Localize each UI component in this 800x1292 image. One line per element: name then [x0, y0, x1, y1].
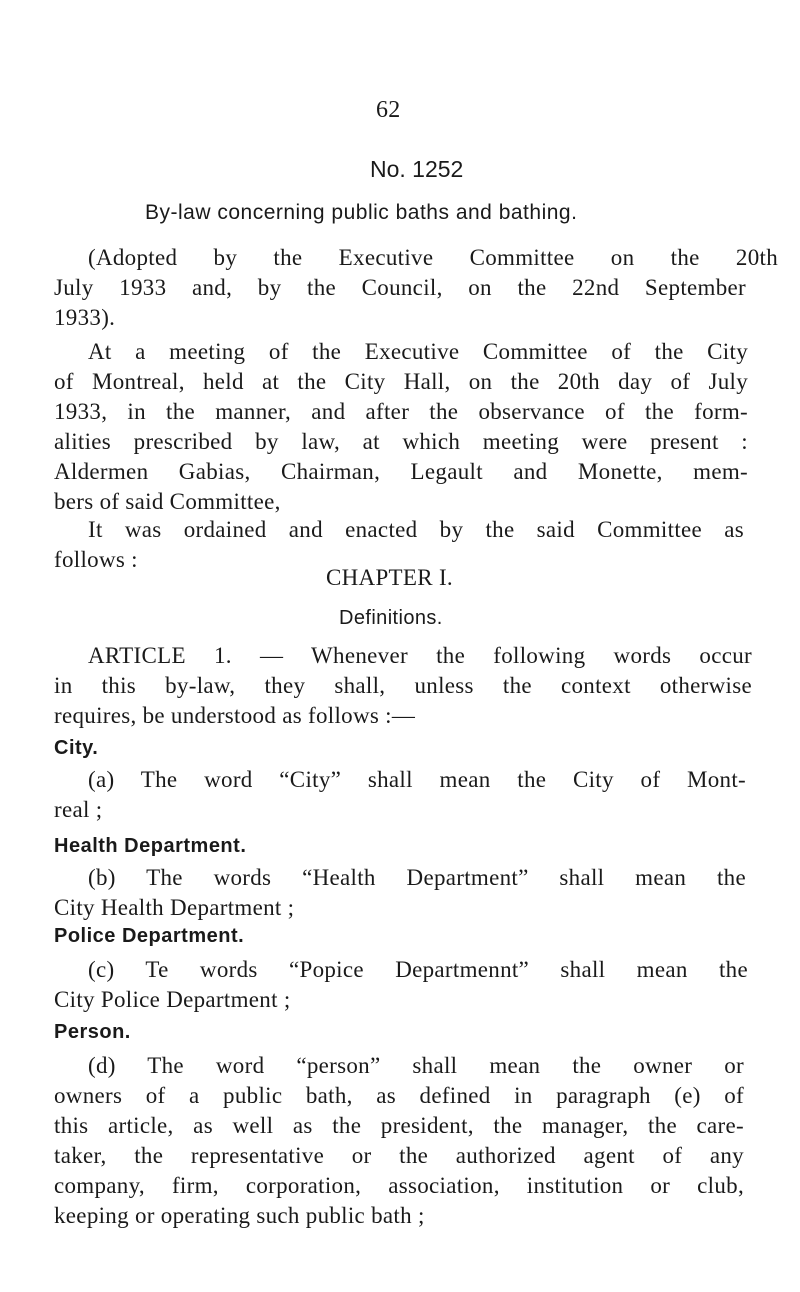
definition-person-line-1: (d) The word “person” shall mean the owner or	[88, 1053, 744, 1078]
definition-person-line-6: keeping or operating such public bath ;	[54, 1203, 425, 1228]
definition-heading-police: Police Department.	[54, 925, 245, 947]
preamble-line-2: of Montreal, held at the City Hall, on the 20th day of July	[54, 369, 748, 394]
definition-person-line-2: owners of a public bath, as defined in paragraph (e) of	[54, 1083, 744, 1108]
adoption-line-2: July 1933 and, by the Council, on the 22nd September	[54, 275, 746, 300]
document-number: No. 1252	[370, 156, 464, 182]
enactment-line-2: follows :	[54, 547, 138, 572]
adoption-line-1: (Adopted by the Executive Committee on the 20th	[88, 245, 778, 270]
article-1-line-1: ARTICLE 1. — Whenever the following words occur	[88, 643, 752, 668]
adoption-line-3: 1933).	[54, 305, 116, 330]
definition-heading-person: Person.	[54, 1021, 131, 1043]
article-1-line-3: requires, be understood as follows :—	[54, 703, 416, 728]
preamble-line-6: bers of said Committee,	[54, 489, 281, 514]
preamble-line-5: Aldermen Gabias, Chairman, Legault and Monette, mem-	[54, 459, 748, 484]
enactment-line-1: It was ordained and enacted by the said Committee as	[88, 517, 744, 542]
page-number: 62	[376, 97, 401, 123]
definition-city-line-1: (a) The word “City” shall mean the City of Mont-	[88, 767, 746, 792]
chapter-heading: CHAPTER I.	[326, 565, 453, 590]
definition-heading-health: Health Department.	[54, 835, 247, 857]
definition-health-line-2: City Health Department ;	[54, 895, 295, 920]
definition-heading-city: City.	[54, 737, 99, 759]
definition-city-line-2: real ;	[54, 797, 103, 822]
bylaw-title: By-law concerning public baths and bathing.	[145, 201, 578, 224]
definition-person-line-4: taker, the representative or the authorized agent of any	[54, 1143, 744, 1168]
preamble-line-3: 1933, in the manner, and after the observance of the form-	[54, 399, 748, 424]
preamble-line-4: alities prescribed by law, at which meeting were present :	[54, 429, 748, 454]
section-heading: Definitions.	[339, 607, 443, 629]
article-1-line-2: in this by-law, they shall, unless the context otherwise	[54, 673, 752, 698]
definition-police-line-2: City Police Department ;	[54, 987, 291, 1012]
definition-health-line-1: (b) The words “Health Department” shall mean the	[88, 865, 746, 890]
preamble-line-1: At a meeting of the Executive Committee of the City	[88, 339, 748, 364]
definition-person-line-3: this article, as well as the president, the manager, the care-	[54, 1113, 744, 1138]
definition-police-line-1: (c) Te words “Popice Departmennt” shall mean the	[88, 957, 748, 982]
definition-person-line-5: company, firm, corporation, association, institution or club,	[54, 1173, 744, 1198]
